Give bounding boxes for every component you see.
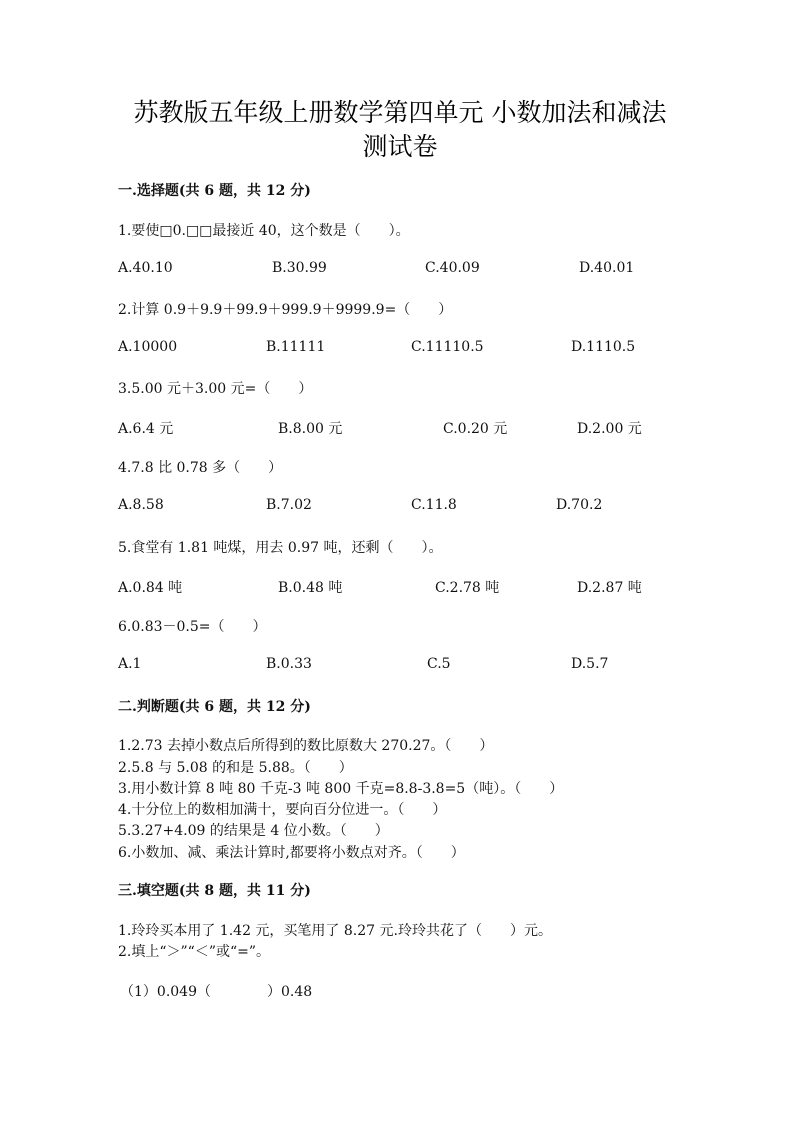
fill-item-2: 2.填上“＞”“＜”或“=”。 — [118, 944, 271, 960]
choice-question-5: 5.食堂有 1.81 吨煤，用去 0.97 吨，还剩（ ）。 — [118, 540, 443, 556]
choice-2-option-b: B.11111 — [266, 339, 326, 355]
section-heading-fill: 三.填空题(共 8 题，共 11 分) — [118, 883, 311, 899]
choice-5-option-c: C.2.78 吨 — [435, 580, 500, 596]
choice-4-option-b: B.7.02 — [266, 497, 312, 513]
choice-2-option-d: D.1110.5 — [571, 339, 636, 355]
choice-6-option-b: B.0.33 — [266, 656, 312, 672]
judge-item-4: 4.十分位上的数相加满十，要向百分位进一。（ ） — [118, 802, 447, 818]
judge-item-1: 1.2.73 去掉小数点后所得到的数比原数大 270.27。（ ） — [118, 738, 494, 754]
choice-5-option-d: D.2.87 吨 — [577, 580, 642, 596]
choice-3-option-c: C.0.20 元 — [443, 421, 508, 437]
choice-6-option-a: A.1 — [118, 656, 142, 672]
judge-item-3: 3.用小数计算 8 吨 80 千克-3 吨 800 千克=8.8-3.8=5（吨）。（ ） — [118, 781, 564, 797]
choice-5-option-b: B.0.48 吨 — [278, 580, 343, 596]
choice-2-option-a: A.10000 — [118, 339, 178, 355]
choice-1-option-a: A.40.10 — [118, 260, 173, 276]
choice-3-option-b: B.8.00 元 — [278, 421, 343, 437]
judge-item-5: 5.3.27+4.09 的结果是 4 位小数。（ ） — [118, 823, 389, 839]
choice-5-option-a: A.0.84 吨 — [118, 580, 183, 596]
choice-1-option-c: C.40.09 — [425, 260, 480, 276]
choice-2-option-c: C.11110.5 — [411, 339, 484, 355]
choice-question-1: 1.要使□0.□□最接近 40，这个数是（ ）。 — [118, 223, 410, 239]
choice-6-option-c: C.5 — [427, 656, 451, 672]
choice-4-option-d: D.70.2 — [556, 497, 603, 513]
choice-3-option-d: D.2.00 元 — [577, 421, 642, 437]
section-heading-choice: 一.选择题(共 6 题，共 12 分) — [118, 183, 311, 199]
choice-1-option-d: D.40.01 — [579, 260, 635, 276]
page-title-line2: 测试卷 — [362, 132, 438, 161]
section-heading-judge: 二.判断题(共 6 题，共 12 分) — [118, 699, 311, 715]
judge-item-2: 2.5.8 与 5.08 的和是 5.88。（ ） — [118, 760, 353, 776]
choice-question-3: 3.5.00 元＋3.00 元=（ ） — [118, 381, 313, 397]
choice-4-option-a: A.8.58 — [118, 497, 164, 513]
page-title-line1: 苏教版五年级上册数学第四单元 小数加法和减法 — [133, 98, 667, 127]
fill-item-1: 1.玲玲买本用了 1.42 元，买笔用了 8.27 元.玲玲共花了（ ）元。 — [118, 923, 552, 939]
fill-item-2-sub-1: （1）0.049（ ）0.48 — [120, 984, 313, 1000]
choice-4-option-c: C.11.8 — [411, 497, 457, 513]
choice-3-option-a: A.6.4 元 — [118, 421, 174, 437]
choice-1-option-b: B.30.99 — [272, 260, 327, 276]
choice-question-2: 2.计算 0.9＋9.9＋99.9＋999.9＋9999.9=（ ） — [118, 302, 453, 318]
choice-question-4: 4.7.8 比 0.78 多（ ） — [118, 460, 283, 476]
choice-6-option-d: D.5.7 — [571, 656, 609, 672]
choice-question-6: 6.0.83－0.5=（ ） — [118, 619, 267, 635]
judge-item-6: 6.小数加、减、乘法计算时,都要将小数点对齐。（ ） — [118, 845, 465, 861]
